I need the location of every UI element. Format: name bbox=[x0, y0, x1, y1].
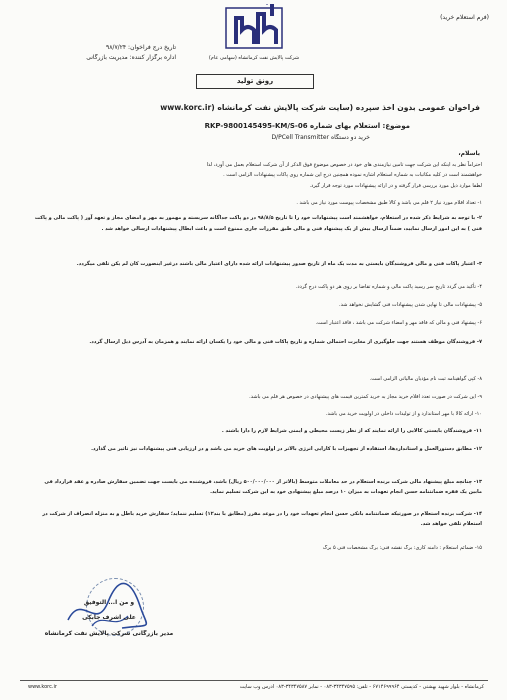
list-item: ۹- این شرکت در صورت تعدد اقلام خرید مجاز به خرید کمترین قیمت های پیشنهادی در خصوص هر قلم می باشد. bbox=[249, 394, 482, 400]
organizing-department: اداره برگزار کننده: مدیریت بازرگانی bbox=[86, 54, 176, 61]
footer-address: کرمانشاه - بلوار شهید بهشتی - کدپستی ۶۷۱۴۶۹۹۹۶۴ - تلفن: ۳۴۳۴۷۵۹۵-۰۸۳ - نمابر ۳۴۳۴۷۵۸۷-۰۸۳ آدرس وب سایت bbox=[239, 684, 484, 690]
attachments-line: ۱۵- ضمائم استعلام : دامنه کاری: برگ نقشه فنی: برگ مشخصات فنی ۵ برگ bbox=[322, 545, 482, 551]
list-item: ۱- تعداد اقلام مورد نیاز ۲ قلم می باشد و کالا طبق مشخصات پیوست مورد نیاز می باشد . bbox=[296, 200, 482, 206]
intro-line-2: خواهشمند است در کلیه مکاتبات به شماره استعلام اشاره نموده همچنین درج این شماره روی پاکات پیشنهادات الزامی است . bbox=[223, 172, 482, 178]
signer-name: علی اشرف جابکی bbox=[82, 614, 136, 621]
closing-phrase: و من ا... التوفیق bbox=[83, 599, 135, 606]
intro-line-1: احتراماً نظر به اینکه این شرکت جهت تامین نیازمندی های خود در خصوص موضوع فوق الذکر از آن شرکت استعلام بعمل می آورد، لذا bbox=[206, 162, 482, 168]
footer-website: www.korc.ir bbox=[28, 684, 57, 690]
list-item: ۱۱- فروشندگان بایستی کالایی را ارائه نمایند که از نظر زیست محیطی و ایمنی شرایط لازم را دارا باشند . bbox=[221, 428, 482, 434]
list-item: ۲- با توجه به شرایط ذکر شده در استعلام، خواهشمند است پیشنهادات خود را تا تاریخ ۹۸/۸/۵ در دو پاکت جداگانه سربسته و مهمور به مهر و امضای مجاز و تعهد آور ( پاکت مالی و پاکت فنی ) به این امور ارسال نمایید، ضمناً ارسال بیش از یک پیشنهاد فنی و مالی طبق مقررات جاری ممنوع است و باعث ابطال پیشنهادات ارسالی خواهد شد . bbox=[34, 215, 482, 232]
inquiry-date: تاریخ درج فراخوان: ۹۸/۷/۲۴ bbox=[105, 44, 176, 51]
refinery-logo-icon bbox=[196, 4, 312, 54]
list-item: ۳- اعتبار پاکات فنی و مالی فروشندگان بایستی به مدت یک ماه از تاریخ صدور پیشنهادات ارائه شده دارای اعتبار مالی باشند درغیر اینصورت کان لم یکن تلقی میگردد. bbox=[76, 261, 482, 267]
greeting: باسلام، bbox=[458, 150, 480, 157]
list-item: ۶- پیشنهاد فنی و مالی که فاقد مهر و امضاء شرکت می باشد ، فاقد اعتبار است. bbox=[315, 320, 482, 326]
list-item: ۱۳- چنانچه مبلغ پیشنهاد مالی شرکت برنده استعلام در حد معاملات متوسط (بالاتر از ۵۰۰/۰۰۰/۰۰۰ ریال) باشد، فروشنده می بایست جهت تضمین سفارش صادره و عقد قرارداد فی مابین یک فقره ضمانتنامه حسن انجام تعهدات به میزان ۱۰ درصد مبلغ پیشنهادی خود به این شرکت تسلیم نماید. bbox=[44, 479, 482, 495]
list-item: ۷- فروشندگان موظف هستند جهت جلوگیری از مغایرت احتمالی شماره و تاریخ پاکات فنی و مالی خود را یکسان ارائه نمایند و همزمان به آدرس ذیل ارسال گردد. bbox=[89, 339, 482, 345]
signer-position: مدیر بازرگانی شرکت پالایش نفت کرمانشاه bbox=[44, 630, 174, 637]
intro-line-3: لطفا موارد ذیل مورد بررسی قرار گرفته و در ارائه پیشنهادات مورد توجه قرار گیرد. bbox=[309, 183, 482, 189]
signature-block bbox=[44, 558, 174, 666]
list-item: ۵- پیشنهادات مالی تا نهایی شدن پیشنهادات فنی گشایش نخواهد شد. bbox=[339, 302, 482, 308]
list-item: ۱۲- مطابق دستورالعمل و استانداردها، استفاده از تجهیزات با کارایی انرژی بالاتر در اولویت های خرید می باشد و در ارزیابی فنی پیشنهادات نیز تاثیر می گذارد. bbox=[91, 446, 482, 452]
company-logo bbox=[196, 4, 312, 66]
list-item: ۱۰- ارائه کالا با مهر استاندارد و از تولیدات داخلی در اولویت خرید می باشد. bbox=[325, 411, 482, 417]
company-name: شرکت پالایش نفت کرمانشاه (سهامی عام) bbox=[208, 55, 300, 61]
inquiry-subject: موضوع: استعلام بهای شماره RKP-9800145495-KM/S-06 bbox=[204, 122, 410, 130]
list-item: ۸- کپی گواهینامه ثبت نام مؤدیان مالیاتی الزامی است. bbox=[369, 376, 482, 382]
footer-divider bbox=[20, 680, 488, 681]
device-line: خرید دو دستگاه D/PCell Transmitter bbox=[271, 134, 370, 141]
inquiry-title: فراخوان عمومی بدون اخذ سپرده (سایت شرکت پالایش نفت کرمانشاه (www.korc.ir bbox=[160, 104, 480, 112]
list-item: ۴- تأکید می گردد تاریخ سر رسید پاکت مالی و شماره تقاضا بر روی هر دو پاکت درج گردد. bbox=[295, 284, 482, 290]
form-label: (فرم استعلام خرید) bbox=[440, 14, 489, 21]
list-item: ۱۴- شرکت برنده استعلام در صورتیکه ضمانتنامه بانکی حسن انجام تعهدات خود را در موعد مقرر (مطابق با بند۱۲) تسلیم ننماید؛ سفارش خرید باطل و به منزله انصراف از شرکت در استعلام تلقی خواهد شد. bbox=[42, 511, 482, 527]
routine-stamp-box: رونق تولید bbox=[196, 74, 314, 89]
